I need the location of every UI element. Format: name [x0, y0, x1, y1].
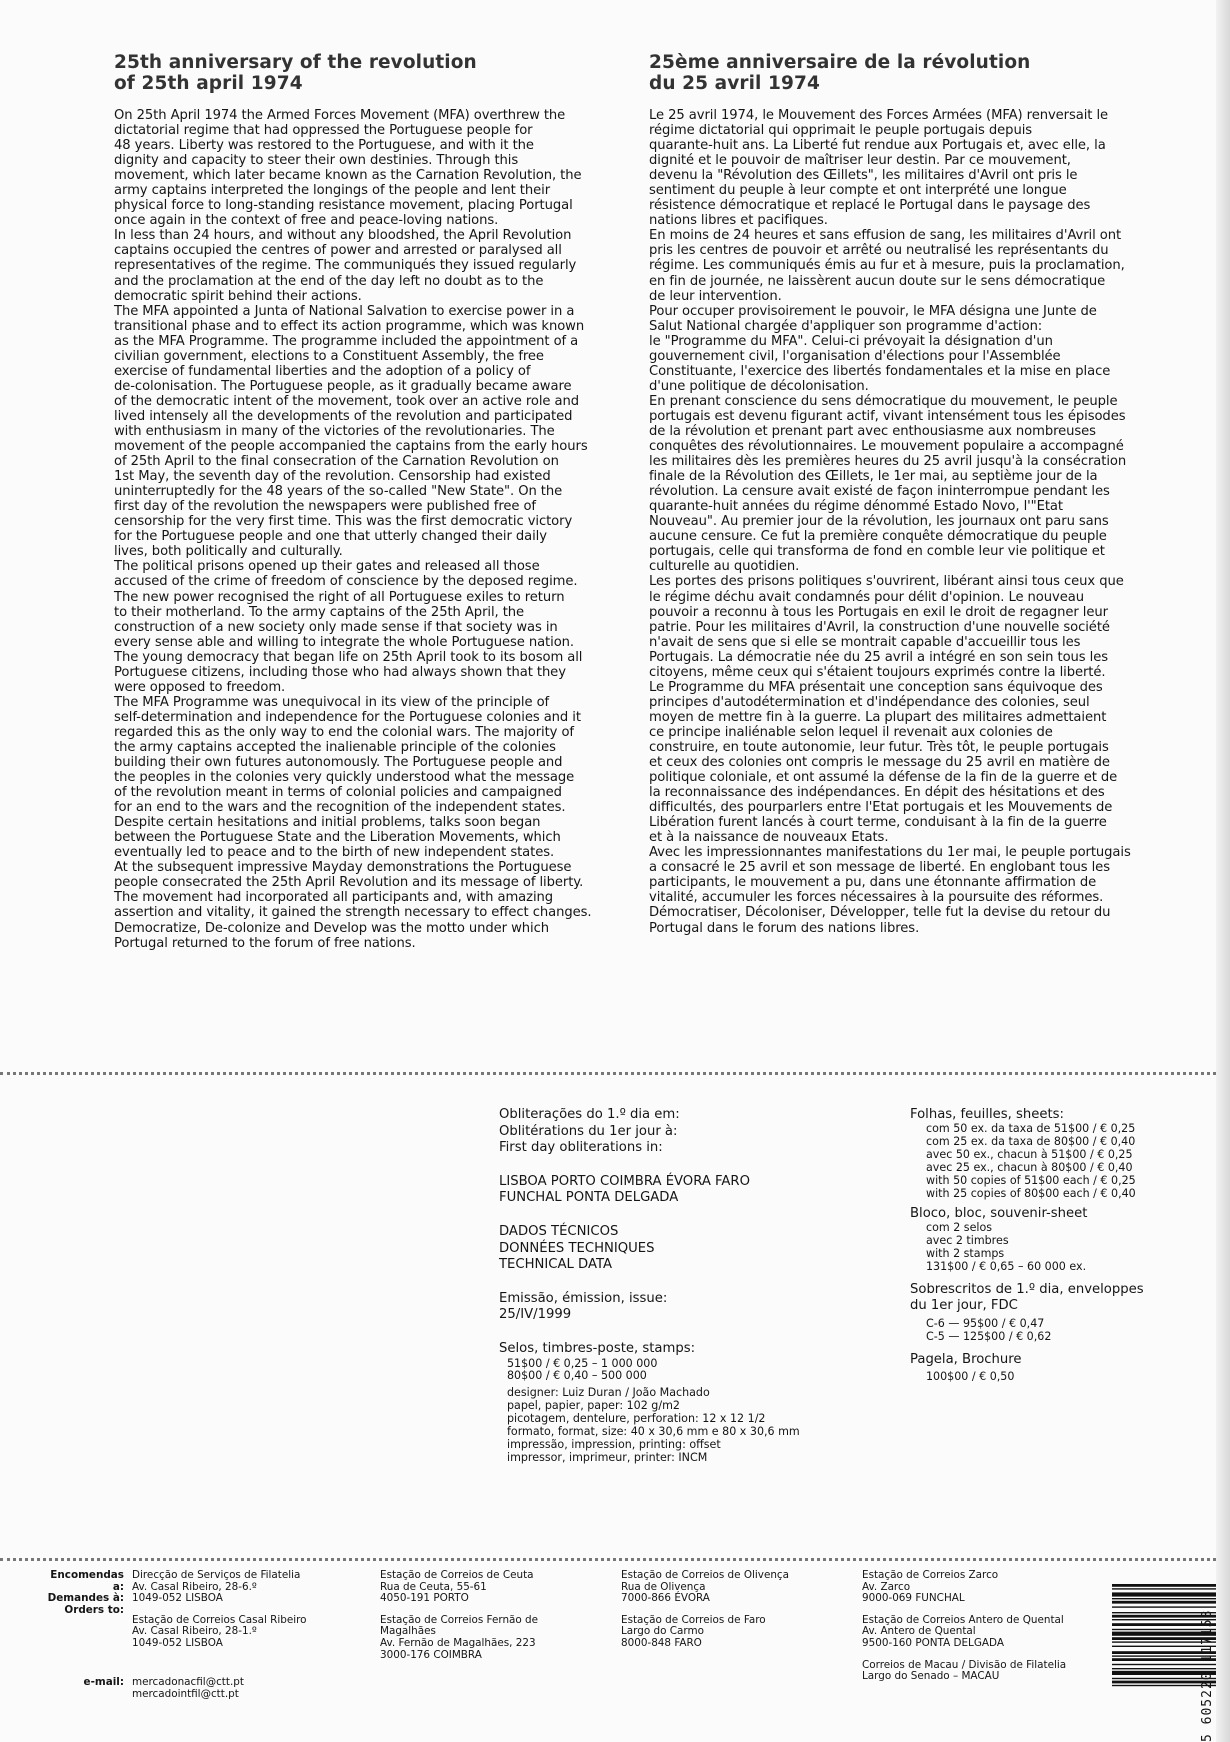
french-text-line: nations libres et pacifiques.: [649, 213, 828, 229]
english-text-line: movement of the people accompanied the captains from the early hours: [114, 439, 588, 455]
french-text-line: Portugal dans le forum des nations libres.: [649, 920, 920, 936]
french-text-line: finale de la Révolution des Œillets, le 1er mai, au septième jour de la: [649, 469, 1098, 485]
french-text-line: En moins de 24 heures et sans effusion de sang, les militaires d'Avril ont: [649, 228, 1122, 244]
english-text-line: the peoples in the colonies very quickly understood what the message: [114, 770, 575, 786]
footer-address-column-3: [621, 1570, 831, 1650]
address-line: Estação de Correios de Ceuta: [380, 1569, 534, 1581]
english-text-line: first day of the revolution the newspapers were published free of: [114, 499, 536, 515]
french-text-line: de la révolution et prenant part avec enthousiasme aux nombreuses: [649, 423, 1096, 439]
french-text-line: citoyens, même ceux qui s'étaient toujours exprimés contre la liberté.: [649, 664, 1106, 680]
french-text-line: Pour occuper provisoirement le pouvoir, le MFA désigna une Junte de: [649, 303, 1097, 319]
french-text-line: En prenant conscience du sens démocratique du mouvement, le peuple: [649, 393, 1118, 409]
french-text-line: les militaires dès les premières heures du 25 avril jusqu'à la consécration: [649, 454, 1127, 470]
address-line: 8000-848 FARO: [621, 1636, 702, 1649]
english-text-line: Democratize, De-colonize and Develop was the motto under which: [114, 920, 549, 936]
english-text-line: of the democratic intent of the movement, took over an active role and: [114, 393, 579, 409]
english-text-line: The political prisons opened up their gates and released all those: [114, 559, 540, 575]
french-text-line: principes d'autodétermination et d'indépendance des colonies, seul: [649, 694, 1090, 710]
french-column: [649, 52, 1139, 936]
french-text-line: pris les centres de pouvoir et arrêté ou neutralisé les représentants du: [649, 243, 1109, 259]
footer-address-column-1: [132, 1570, 332, 1650]
english-text-line: The movement had incorporated all participants and, with amazing: [114, 890, 554, 906]
address-block: [621, 1615, 831, 1650]
french-text-line: sentiment du peuple à leur compte et ont interprété une longue: [649, 183, 1067, 199]
address-line: Rua de Ceuta, 55-61: [380, 1580, 487, 1593]
footer-address-column-2: [380, 1570, 590, 1661]
french-text-line: conquêtes des révolutionnaires. Le mouvement populaire a accompagné: [649, 439, 1124, 455]
french-text-line: la reconnaissance des indépendances. En dépit des hésitations et des: [649, 785, 1105, 801]
french-text-line: de leur intervention.: [649, 288, 782, 304]
english-text-line: In less than 24 hours, and without any bloodshed, the April Revolution: [114, 228, 572, 244]
english-text-line: The MFA appointed a Junta of National Salvation to exercise power in a: [114, 303, 575, 319]
french-text-line: Avec les impressionnantes manifestations du 1er mai, le peuple portugais: [649, 845, 1131, 861]
french-text-line: vitalité, accumuler les forces nécessaires à la poursuite des réformes.: [649, 890, 1104, 906]
english-text-line: Despite certain hesitations and initial problems, talks soon began: [114, 815, 541, 831]
english-text-line: democratic spirit behind their actions.: [114, 288, 362, 304]
french-title: 25ème anniversaire de la révolution du 25 avril 1974: [649, 52, 1031, 94]
english-text-line: eventually led to peace and to the birth of new independent states.: [114, 845, 555, 861]
french-text-line: devenu la "Révolution des Œillets", les militaires d'Avril ont pris le: [649, 168, 1078, 184]
address-block: [621, 1570, 831, 1605]
orders-labels: Encomendas a: Demandes à: Orders to:: [47, 1569, 124, 1616]
french-text-line: Le Programme du MFA présentait une conception sans équivoque des: [649, 679, 1103, 695]
english-text-line: exercise of fundamental liberties and the adoption of a policy of: [114, 363, 531, 379]
perforation-divider-top: [0, 1072, 1216, 1075]
technical-data-block: [499, 1107, 879, 1465]
english-body: [114, 108, 614, 951]
english-text-line: Portuguese citizens, including those who had always shown that they: [114, 664, 566, 680]
address-line: Direcção de Serviços de Filatelia: [132, 1569, 301, 1581]
french-text-line: portugais est devenu figurant actif, vivant intensément tous les épisodes: [649, 408, 1126, 424]
french-text-line: le "Programme du MFA". Celui-ci prévoyait la désignation d'un: [649, 333, 1053, 349]
french-text-line: d'une politique de décolonisation.: [649, 378, 869, 394]
address-line: Estação de Correios Casal Ribeiro: [132, 1613, 307, 1626]
english-text-line: as the MFA Programme. The programme included the appointment of a: [114, 333, 579, 349]
english-text-line: physical force to long-standing resistance movement, placing Portugal: [114, 198, 573, 214]
french-text-line: Libération furent lancés à court terme, conduisant à la fin de la guerre: [649, 815, 1107, 831]
footer-address-column-4: [862, 1570, 1082, 1683]
french-text-line: quarante-huit ans. La Liberté fut rendue aux Portugais et, avec elle, la: [649, 138, 1106, 154]
french-text-line: moyen de mettre fin à la guerre. La plupart des militaires admettaient: [649, 709, 1107, 725]
french-text-line: dignité et le pouvoir de maîtriser leur destin. Par ce mouvement,: [649, 153, 1071, 169]
french-text-line: Nouveau". Au premier jour de la révolution, les journaux ont paru sans: [649, 514, 1109, 530]
english-text-line: civilian government, elections to a Constituent Assembly, the free: [114, 348, 544, 364]
english-text-line: The MFA Programme was unequivocal in its view of the principle of: [114, 694, 550, 710]
barcode-bar: [1112, 1584, 1216, 1587]
english-text-line: transitional phase and to effect its action programme, which was known: [114, 318, 585, 334]
english-text-line: for an end to the wars and the recognition of the independent states.: [114, 800, 566, 816]
english-text-line: regarded this as the only way to end the colonial wars. The majority of: [114, 724, 574, 740]
address-line: 9000-069 FUNCHAL: [862, 1592, 965, 1605]
english-text-line: 48 years. Liberty was restored to the Portuguese, and with it the: [114, 138, 534, 154]
english-text-line: movement, which later became known as the Carnation Revolution, the: [114, 168, 582, 184]
french-text-line: révolution. La censure avait existé de façon ininterrompue pendant les: [649, 484, 1110, 500]
french-text-line: construire, en toute autonomie, leur futur. Très tôt, le peuple portugais: [649, 739, 1109, 755]
french-text-line: Le 25 avril 1974, le Mouvement des Forces Armées (MFA) renversait le: [649, 108, 1109, 123]
english-text-line: representatives of the regime. The communiqués they issued regularly: [114, 258, 577, 274]
french-text-line: régime. Les communiqués émis au fur et à mesure, puis la proclamation,: [649, 258, 1125, 274]
barcode-bar: [1112, 1601, 1216, 1604]
address-block: [862, 1570, 1082, 1605]
address-block: [132, 1570, 332, 1605]
french-text-line: culturelle au quotidien.: [649, 559, 800, 575]
english-text-line: construction of a new society only made sense if that society was in: [114, 619, 558, 635]
french-text-line: difficultés, des pourparlers entre l'Etat portugais et les Mouvements de: [649, 800, 1113, 816]
french-text-line: régime dictatorial qui opprimait le peuple portugais depuis: [649, 123, 1033, 139]
english-text-line: dignity and capacity to steer their own destinies. Through this: [114, 153, 519, 169]
address-block: [132, 1615, 332, 1650]
address-block: [862, 1615, 1082, 1650]
page-edge: [1216, 0, 1230, 1742]
english-text-line: once again in the context of free and peace-loving nations.: [114, 213, 499, 229]
english-text-line: At the subsequent impressive Mayday demonstrations the Portuguese: [114, 860, 572, 876]
english-text-line: between the Portuguese State and the Liberation Movements, which: [114, 830, 561, 846]
french-text-line: résistence démocratique et replacé le Portugal dans le paysage des: [649, 198, 1091, 214]
address-line: Estação de Correios Antero de Quental: [862, 1613, 1064, 1626]
french-text-line: politique coloniale, et ont assumé la défense de la fin de la guerre et de: [649, 770, 1118, 786]
email-link[interactable]: mercadointfil@ctt.pt: [132, 1688, 239, 1700]
stamps: Selos, timbres-poste, stamps: 51$00 / € 0,25 – 1 000 000 80$00 / € 0,40 – 500 000 designer: Luiz Duran / João Machado papel, papier, paper: 102 g/m2 picotagem, dentelure, perforation: 12 x 12 1/2 formato, format, size: 40 x 30,6 mm e 80 x 30,6 mm impressão, impression, printing: offset impressor, imprimeur, printer: INCM: [499, 1340, 800, 1464]
english-text-line: of 25th April to the final consecration of the Carnation Revolution on: [114, 454, 559, 470]
address-line: Estação de Correios de Olivença: [621, 1569, 790, 1581]
address-line: Av. Casal Ribeiro, 28-6.º: [132, 1580, 257, 1593]
english-text-line: The young democracy that began life on 25th April took to its bosom all: [114, 649, 583, 665]
address-block: [380, 1615, 590, 1661]
email-link[interactable]: mercadonacfil@ctt.pt: [132, 1676, 244, 1688]
address-line: Av. Zarco: [862, 1580, 911, 1593]
french-text-line: Les portes des prisons politiques s'ouvrirent, libérant ainsi tous ceux que: [649, 574, 1124, 590]
address-line: 1049-052 LISBOA: [132, 1592, 223, 1605]
french-text-line: et à la naissance de nouveaux Etats.: [649, 830, 889, 846]
english-text-line: of the revolution meant in terms of colonial policies and campaigned: [114, 785, 562, 801]
french-text-line: a consacré le 25 avril et son message de liberté. En englobant tous les: [649, 860, 1110, 876]
english-text-line: lives, both politically and culturally.: [114, 544, 343, 560]
english-text-line: army captains interpreted the longings of the people and lent their: [114, 183, 551, 199]
address-line: Estação de Correios Fernão de: [380, 1613, 539, 1626]
english-text-line: The new power recognised the right of all Portuguese exiles to return: [114, 589, 565, 605]
address-line: Av. Fernão de Magalhães, 223: [380, 1636, 536, 1649]
english-column: [114, 52, 614, 951]
english-text-line: censorship for the very first time. This was the first democratic victory: [114, 514, 573, 530]
address-line: Estação de Correios de Faro: [621, 1613, 766, 1626]
address-line: Magalhães: [380, 1625, 436, 1638]
barcode-bar: [1112, 1598, 1216, 1599]
email-label: e-mail:: [83, 1676, 124, 1688]
english-text-line: and the proclamation at the end of the day left no doubt as to the: [114, 273, 544, 289]
french-text-line: Démocratiser, Décoloniser, Développer, telle fut la devise du retour du: [649, 905, 1111, 921]
english-text-line: the army captains accepted the inalienable principle of the colonies: [114, 739, 556, 755]
technical-data-heading: DADOS TÉCNICOS DONNÉES TECHNIQUES TECHNICAL DATA: [499, 1223, 655, 1273]
address-line: Estação de Correios Zarco: [862, 1569, 999, 1581]
french-text-line: patrie. Pour les militaires d'Avril, la construction d'une nouvelle société: [649, 619, 1110, 635]
obliterations-heading: Obliterações do 1.º dia em: Oblitérations du 1er jour à: First day obliterations in:: [499, 1107, 680, 1156]
address-line: Av. Antero de Quental: [862, 1625, 976, 1638]
barcode-bar: [1112, 1592, 1216, 1596]
english-title: 25th anniversary of the revolution of 25th april 1974: [114, 52, 477, 94]
address-line: Largo do Senado – MACAU: [862, 1670, 1000, 1683]
french-text-line: ce principe inaliénable selon lequel il revenait aux colonies de: [649, 724, 1053, 740]
english-text-line: captains occupied the centres of power and arrested or paralysed all: [114, 243, 562, 259]
address-block: [862, 1660, 1082, 1683]
address-line: 7000-866 ÉVORA: [621, 1592, 710, 1605]
english-text-line: uninterruptedly for the 48 years of the so-called "New State". On the: [114, 484, 563, 500]
english-text-line: On 25th April 1974 the Armed Forces Movement (MFA) overthrew the: [114, 108, 566, 123]
perforation-divider-bottom: [0, 1558, 1216, 1561]
french-text-line: portugais, celle qui transforma de fond en comble leur vie politique et: [649, 544, 1105, 560]
address-line: Av. Casal Ribeiro, 28-1.º: [132, 1625, 257, 1638]
barcode-bar: [1112, 1606, 1216, 1607]
english-text-line: lived intensely all the developments of the revolution and participated: [114, 408, 573, 424]
english-text-line: with enthusiasm in many of the victories of the revolutionaries. The: [114, 423, 555, 439]
address-line: 1049-052 LISBOA: [132, 1636, 223, 1649]
english-text-line: Portugal returned to the forum of free nations.: [114, 935, 416, 951]
english-text-line: people consecrated the 25th April Revolution and its message of liberty.: [114, 875, 584, 891]
french-text-line: n'avait de sens que si elle se montrait capable d'accueillir tous les: [649, 634, 1081, 650]
sheets-block: Folhas, feuilles, sheets: com 50 ex. da taxa de 51$00 / € 0,25 com 25 ex. da taxa de 80$00 / € 0,40 avec 50 ex., chacun à 51$00 / € 0,25 avec 25 ex., chacun à 80$00 / € 0,40 with 50 copies of 51$00 each / € 0,25 with 25 copies of 80$00 each / € 0,40 Bloco, bloc, souvenir-sheet com 2 selos avec 2 timbres with 2 stamps 131$00 / € 0,65 – 60 000 ex. Sobrescritos de 1.º dia, enveloppes du 1er jour, FDC C-6 — 95$00 / € 0,47 C-5 — 125$00 / € 0,62 Pagela, Brochure 100$00 / € 0,50: [910, 1107, 1144, 1383]
english-text-line: every sense able and willing to integrate the whole Portuguese nation.: [114, 634, 575, 650]
address-line: Correios de Macau / Divisão de Filatelia: [862, 1658, 1067, 1671]
french-body: [649, 108, 1139, 936]
french-text-line: le régime déchu avait condamnés pour délit d'opinion. Le nouveau: [649, 589, 1084, 605]
french-text-line: Salut National chargée d'appliquer son programme d'action:: [649, 318, 1043, 334]
address-line: 3000-176 COIMBRA: [380, 1648, 482, 1661]
address-block: [380, 1570, 590, 1605]
english-text-line: accused of the crime of freedom of conscience by the deposed regime.: [114, 574, 578, 590]
english-text-line: were opposed to freedom.: [114, 679, 286, 695]
emission: Emissão, émission, issue: 25/IV/1999: [499, 1290, 668, 1323]
address-line: 4050-191 PORTO: [380, 1592, 469, 1605]
french-text-line: Constituante, l'exercice des libertés fondamentales et la mise en place: [649, 363, 1111, 379]
address-line: Rua de Olivença: [621, 1580, 706, 1593]
barcode-number: 5 605220 117153: [1200, 1609, 1215, 1742]
french-text-line: pouvoir a reconnu à tous les Portugais en exil le droit de regagner leur: [649, 604, 1108, 620]
english-text-line: assertion and vitality, it gained the strength necessary to effect changes.: [114, 905, 592, 921]
french-text-line: participants, le mouvement a pu, dans une étonnante affirmation de: [649, 875, 1097, 891]
barcode-bar: [1112, 1588, 1216, 1589]
english-text-line: dictatorial regime that had oppressed the Portuguese people for: [114, 123, 533, 139]
english-text-line: de-colonisation. The Portuguese people, as it gradually became aware: [114, 378, 572, 394]
english-text-line: for the Portuguese people and one that utterly changed their daily: [114, 529, 547, 545]
address-line: 9500-160 PONTA DELGADA: [862, 1636, 1004, 1649]
french-text-line: Portugais. La démocratie née du 25 avril a intégré en son sein tous les: [649, 649, 1108, 665]
english-text-line: 1st May, the seventh day of the revolution. Censorship had existed: [114, 469, 551, 485]
english-text-line: to their motherland. To the army captains of the 25th April, the: [114, 604, 525, 620]
address-line: Largo do Carmo: [621, 1625, 704, 1638]
french-text-line: gouvernement civil, l'organisation d'élections pour l'Assemblée: [649, 348, 1061, 364]
french-text-line: quarante-huit années du régime dénommé Estado Novo, l'"Etat: [649, 499, 1063, 515]
french-text-line: aucune censure. Ce fut la première conquête démocratique du peuple: [649, 529, 1107, 545]
obliteration-cities: LISBOA PORTO COIMBRA ÉVORA FARO FUNCHAL PONTA DELGADA: [499, 1173, 750, 1206]
english-text-line: self-determination and independence for the Portuguese colonies and it: [114, 709, 581, 725]
french-text-line: et ceux des colonies ont compris le message du 25 avril en matière de: [649, 755, 1110, 771]
english-text-line: building their own futures autonomously. The Portuguese people and: [114, 755, 563, 771]
french-text-line: en fin de journée, ne laissèrent aucun doute sur le sens démocratique: [649, 273, 1106, 289]
email-list: [132, 1676, 244, 1700]
